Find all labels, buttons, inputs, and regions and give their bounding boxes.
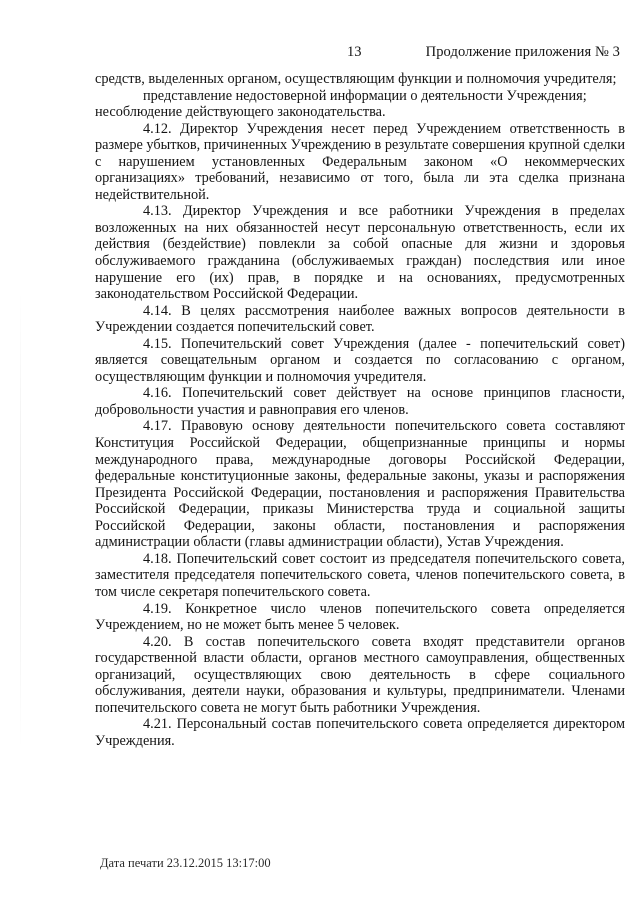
paragraph: средств, выделенных органом, осуществляющим функции и полномочия учредителя; bbox=[95, 71, 617, 87]
paragraph-4-12: 4.12. Директор Учреждения несет перед Учреждением ответственность в размере убытков, причиненных Учреждению в результате совершения крупной сделки с нарушением установленных Федеральным законом «О некоммерческих организациях» требований, независимо от того, была ли эта сделка признана недействительной. bbox=[95, 120, 625, 203]
appendix-continuation-title: Продолжение приложения № 3 bbox=[425, 44, 620, 60]
paragraph-4-15: 4.15. Попечительский совет Учреждения (далее - попечительский совет) является совещательным органом и создается по согласованию с органом, осуществляющим функции и полномочия учредителя. bbox=[95, 335, 625, 385]
paragraph-4-17: 4.17. Правовую основу деятельности попечительского совета составляют Конституция Российской Федерации, общепризнанные принципы и нормы международного права, международные договоры Российской Федерации, федеральные конституционные законы, федеральные законы, указы и распоряжения Президента Российской Федерации, постановления и распоряжения Правительства Российской Федерации, приказы Министерства труда и социальной защиты Российской Федерации, законы области, постановления и распоряжения администрации области (главы администрации области), Устав Учреждения. bbox=[95, 418, 625, 551]
paragraph-4-16: 4.16. Попечительский совет действует на основе принципов гласности, добровольности участия и равноправия его членов. bbox=[95, 385, 625, 418]
scan-artifact-line bbox=[20, 290, 21, 750]
paragraph: несоблюдение действующего законодательства. bbox=[95, 104, 386, 121]
paragraph-4-13: 4.13. Директор Учреждения и все работники Учреждения в пределах возложенных на них обязанностей несут персональную ответственность, если их действия (бездействие) повлекли за собой опасные для жизни и здоровья обслуживаемого гражданина (обслуживаемых граждан) последствия или иное нарушение его (их) прав, в порядке и на основаниях, предусмотренных законодательством Российской Федерации. bbox=[95, 203, 625, 303]
paragraph-4-20: 4.20. В состав попечительского совета входят представители органов государственной власти области, органов местного самоуправления, общественных организаций, осуществляющих свою деятельность в сфере социального обслуживания, деятели науки, образования и культуры, предприниматели. Членами попечительского совета не могут быть работники Учреждения. bbox=[95, 633, 625, 716]
paragraph-4-19: 4.19. Конкретное число членов попечительского совета определяется Учреждением, но не может быть менее 5 человек. bbox=[95, 600, 625, 634]
document-body bbox=[95, 71, 625, 749]
paragraph-4-18: 4.18. Попечительский совет состоит из председателя попечительского совета, заместителя председателя попечительского совета, членов попечительского совета, в том числе секретаря попечительского совета. bbox=[95, 550, 625, 600]
page-number: 13 bbox=[347, 44, 362, 60]
print-date-footer: Дата печати 23.12.2015 13:17:00 bbox=[100, 856, 271, 870]
paragraph-4-21: 4.21. Персональный состав попечительского совета определяется директором Учреждения. bbox=[95, 716, 625, 749]
page-header bbox=[0, 44, 640, 66]
paragraph-4-14: 4.14. В целях рассмотрения наиболее важных вопросов деятельности в Учреждении создается попечительский совет. bbox=[95, 302, 625, 336]
paragraph: представление недостоверной информации о деятельности Учреждения; bbox=[143, 87, 587, 104]
